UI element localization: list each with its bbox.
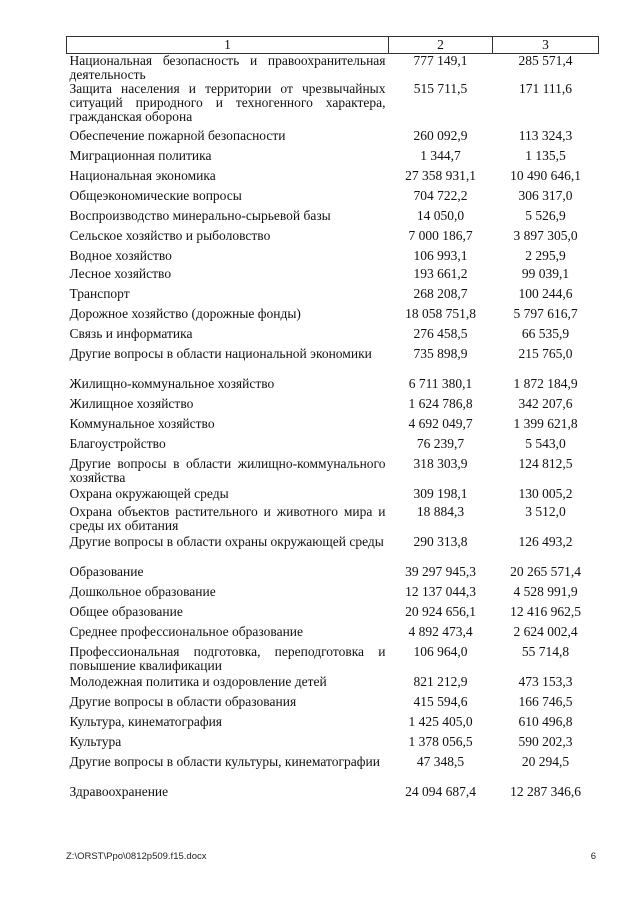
row-value-col2: 1 624 786,8 <box>408 396 473 411</box>
row-name: Другие вопросы в области национальной экономики <box>69 346 372 361</box>
row-name: Транспорт <box>69 286 130 301</box>
table-row <box>67 287 599 307</box>
table-row <box>67 82 599 129</box>
row-value-col2: 106 993,1 <box>413 248 468 263</box>
row-name: Другие вопросы в области культуры, кинематографии <box>69 754 380 769</box>
row-value-col3: 5 797 616,7 <box>513 306 578 321</box>
table-row <box>67 535 599 565</box>
row-name: Защита населения и территории от чрезвычайных ситуаций природного и техногенного характера, гражданская оборона <box>69 81 386 124</box>
row-value-col2: 39 297 945,3 <box>405 564 476 579</box>
row-value-col2: 76 239,7 <box>416 436 465 451</box>
row-value-col2: 415 594,6 <box>413 694 468 709</box>
row-value-col3: 171 111,6 <box>519 81 572 96</box>
table-row <box>67 585 599 605</box>
row-value-col2: 1 425 405,0 <box>408 714 473 729</box>
table-row <box>67 715 599 735</box>
row-value-col3: 113 324,3 <box>518 128 573 143</box>
row-name: Среднее профессиональное образование <box>69 624 304 639</box>
table-row <box>67 605 599 625</box>
row-name: Дорожное хозяйство (дорожные фонды) <box>69 306 301 321</box>
row-name: Благоустройство <box>69 436 166 451</box>
table-row <box>67 209 599 229</box>
table-row <box>67 397 599 417</box>
row-value-col2: 193 661,2 <box>413 266 468 281</box>
row-value-col2: 1 344,7 <box>420 148 461 163</box>
table-body <box>67 54 599 806</box>
row-value-col2: 735 898,9 <box>413 346 468 361</box>
row-value-col2: 27 358 931,1 <box>405 168 476 183</box>
table-row <box>67 487 599 505</box>
row-name: Дошкольное образование <box>69 584 216 599</box>
row-value-col3: 5 543,0 <box>525 436 566 451</box>
row-name: Лесное хозяйство <box>69 266 172 281</box>
header-col-2: 2 <box>389 37 493 54</box>
row-value-col3: 306 317,0 <box>518 188 573 203</box>
row-value-col2: 12 137 044,3 <box>405 584 476 599</box>
row-name: Национальная безопасность и правоохранительная деятельность <box>69 53 386 82</box>
row-name: Здравоохранение <box>69 784 169 799</box>
table-row <box>67 625 599 645</box>
row-value-col3: 342 207,6 <box>518 396 573 411</box>
table-row <box>67 785 599 805</box>
row-value-col3: 1 399 621,8 <box>513 416 578 431</box>
row-value-col3: 1 135,5 <box>525 148 566 163</box>
row-value-col2: 821 212,9 <box>413 674 468 689</box>
row-value-col3: 124 812,5 <box>518 456 573 471</box>
row-value-col2: 7 000 186,7 <box>408 228 473 243</box>
row-value-col3: 3 512,0 <box>525 504 566 519</box>
row-name: Коммунальное хозяйство <box>69 416 215 431</box>
row-value-col2: 318 303,9 <box>413 456 468 471</box>
row-name: Молодежная политика и оздоровление детей <box>69 674 327 689</box>
row-name: Образование <box>69 564 144 579</box>
table-row <box>67 437 599 457</box>
table-row <box>67 377 599 397</box>
row-name: Общее образование <box>69 604 183 619</box>
row-value-col2: 260 092,9 <box>413 128 468 143</box>
table-row <box>67 54 599 83</box>
row-value-col3: 166 746,5 <box>518 694 573 709</box>
row-value-col2: 14 050,0 <box>416 208 465 223</box>
row-value-col3: 2 624 002,4 <box>513 624 578 639</box>
row-value-col2: 20 924 656,1 <box>405 604 476 619</box>
row-value-col2: 106 964,0 <box>413 644 468 659</box>
row-value-col2: 704 722,2 <box>413 188 468 203</box>
row-value-col2: 18 058 751,8 <box>405 306 476 321</box>
table-row <box>67 307 599 327</box>
row-value-col2: 290 313,8 <box>413 534 468 549</box>
row-value-col3: 1 872 184,9 <box>513 376 578 391</box>
row-name: Культура <box>69 734 122 749</box>
row-name: Миграционная политика <box>69 148 212 163</box>
table-row <box>67 565 599 585</box>
row-name: Профессиональная подготовка, переподготовка и повышение квалификации <box>69 644 386 673</box>
row-value-col2: 18 884,3 <box>416 504 465 519</box>
table-row <box>67 249 599 267</box>
table-row <box>67 189 599 209</box>
table-row <box>67 695 599 715</box>
row-name: Воспроизводство минерально-сырьевой базы <box>69 208 331 223</box>
row-name: Обеспечение пожарной безопасности <box>69 128 286 143</box>
row-value-col3: 10 490 646,1 <box>510 168 581 183</box>
header-col-1: 1 <box>67 37 389 54</box>
table-row <box>67 457 599 487</box>
row-value-col3: 12 416 962,5 <box>510 604 581 619</box>
row-value-col3: 126 493,2 <box>518 534 573 549</box>
row-value-col3: 473 153,3 <box>518 674 573 689</box>
row-name: Жилищно-коммунальное хозяйство <box>69 376 275 391</box>
table-row <box>67 645 599 675</box>
row-value-col3: 3 897 305,0 <box>513 228 578 243</box>
header-col-3: 3 <box>493 37 599 54</box>
row-value-col3: 55 714,8 <box>521 644 570 659</box>
row-value-col2: 24 094 687,4 <box>405 784 476 799</box>
row-value-col2: 1 378 056,5 <box>408 734 473 749</box>
row-name: Другие вопросы в области жилищно-коммунального хозяйства <box>69 456 386 485</box>
table-row <box>67 229 599 249</box>
row-value-col3: 12 287 346,6 <box>510 784 581 799</box>
row-value-col3: 610 496,8 <box>518 714 573 729</box>
table-row <box>67 129 599 149</box>
row-value-col3: 4 528 991,9 <box>513 584 578 599</box>
table-row <box>67 149 599 169</box>
row-value-col2: 4 892 473,4 <box>408 624 473 639</box>
row-name: Связь и информатика <box>69 326 193 341</box>
budget-table <box>66 36 599 805</box>
row-name: Водное хозяйство <box>69 248 172 263</box>
header-row <box>67 37 599 54</box>
row-value-col3: 100 244,6 <box>518 286 573 301</box>
row-name: Охрана объектов растительного и животного мира и среды их обитания <box>69 504 386 533</box>
row-name: Сельское хозяйство и рыболовство <box>69 228 271 243</box>
row-value-col2: 6 711 380,1 <box>408 376 473 391</box>
table-row <box>67 327 599 347</box>
table-row <box>67 675 599 695</box>
row-value-col3: 99 039,1 <box>521 266 570 281</box>
row-name: Жилищное хозяйство <box>69 396 194 411</box>
row-value-col2: 276 458,5 <box>413 326 468 341</box>
row-value-col2: 4 692 049,7 <box>408 416 473 431</box>
row-value-col3: 2 295,9 <box>525 248 566 263</box>
row-value-col3: 285 571,4 <box>518 53 573 68</box>
row-value-col3: 590 202,3 <box>518 734 573 749</box>
table-row <box>67 169 599 189</box>
row-value-col2: 515 711,5 <box>413 81 468 96</box>
row-name: Другие вопросы в области образования <box>69 694 297 709</box>
row-value-col3: 215 765,0 <box>518 346 573 361</box>
row-name: Другие вопросы в области охраны окружающей среды <box>69 534 384 549</box>
row-value-col2: 309 198,1 <box>413 486 468 501</box>
page-number: 6 <box>590 851 596 862</box>
table-row <box>67 505 599 535</box>
row-name: Общеэкономические вопросы <box>69 188 242 203</box>
row-value-col3: 5 526,9 <box>525 208 566 223</box>
table-row <box>67 347 599 377</box>
row-value-col2: 268 208,7 <box>413 286 468 301</box>
row-name: Культура, кинематография <box>69 714 223 729</box>
row-name: Охрана окружающей среды <box>69 486 229 501</box>
row-value-col3: 20 265 571,4 <box>510 564 581 579</box>
row-value-col3: 66 535,9 <box>521 326 570 341</box>
table-header <box>67 37 599 54</box>
row-name: Национальная экономика <box>69 168 216 183</box>
table-row <box>67 735 599 755</box>
row-value-col2: 777 149,1 <box>413 53 468 68</box>
table-row <box>67 267 599 287</box>
row-value-col3: 20 294,5 <box>521 754 570 769</box>
file-path: Z:\ORST\Ppo\0812p509.f15.docx <box>66 851 207 862</box>
table-row <box>67 755 599 785</box>
row-value-col3: 130 005,2 <box>518 486 573 501</box>
row-value-col2: 47 348,5 <box>416 754 465 769</box>
table-row <box>67 417 599 437</box>
